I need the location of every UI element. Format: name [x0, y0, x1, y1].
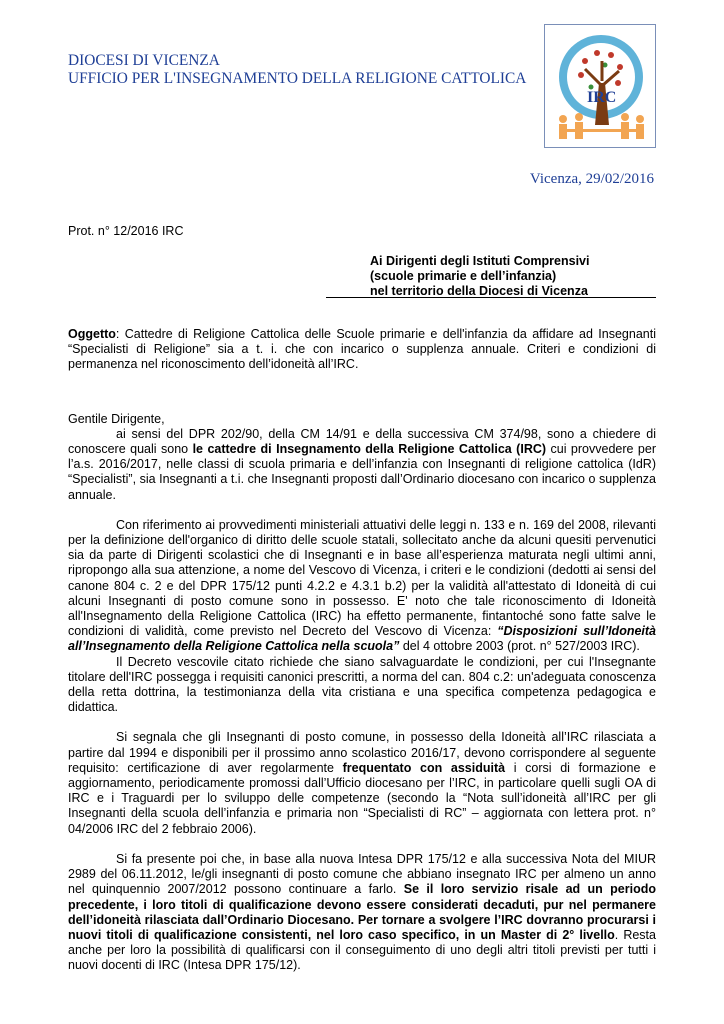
paragraph-4-text-end: i corsi di formazione e aggiornamento, periodicamente promossi dall’Ufficio diocesano per l’IRC, in particolare quelli sugli OA di IRC e i Traguardi per lo sviluppo delle competenze (secondo la “Nota sull’idoneità all’IRC per gli Insegnanti della scuola dell’infanzia e primaria non “Specialisti di RC” – aggiornata con lettera prot. n° 04/2006 IRC del 2 febbraio 2006). — [68, 760, 656, 836]
recipients-underline — [326, 297, 656, 298]
paragraph-2-text: Con riferimento ai provvedimenti ministeriali attuativi delle leggi n. 133 e n. 169 del 2008, rilevanti per la definizione dell'organico di diritto delle scuole statali, sollecitato anche da alcuni quesiti pervenutici sia da parte di Dirigenti scolastici che di Insegnanti e in base all’esperienza maturata negli ultimi anni, ripropongo alla sua attenzione, a nome del Vescovo di Vicenza, i criteri e le condizioni (dedotti ai sensi del canone 804 c. 2 e del DPR 175/12 punti 4.2.2 e 4.3.1 b.2) per la validità all'attestato di Idoneità di cui alcuni Insegnanti di posto comune sono in possesso. E' noto che tale riconoscimento di Idoneità all'Insegnamento della Religione Cattolica (IRC) ha effetto permanente, fintantoché sono fatte salve le condizioni di validità, come previsto nel Decreto del Vescovo di Vicenza: — [68, 517, 656, 639]
tree-logo-icon — [545, 25, 655, 147]
letter-date: Vicenza, 29/02/2016 — [529, 171, 654, 187]
paragraph-2-text-end: del 4 ottobre 2003 (prot. n° 527/2003 IRC). — [399, 639, 640, 654]
subject-label: Oggetto — [68, 327, 116, 341]
paragraph-2 — [68, 518, 656, 655]
recipient-line: (scuole primarie e dell’infanzia) — [370, 269, 557, 283]
recipients-block — [370, 254, 589, 299]
salutation: Gentile Dirigente, — [68, 411, 165, 426]
paragraph-4 — [68, 730, 656, 836]
diocese-name: DIOCESI DI VICENZA — [68, 52, 220, 69]
paragraph-3: Il Decreto vescovile citato richiede che siano salvaguardate le condizioni, per cui l'Insegnante titolare dell'IRC possegga i requisiti canonici prescritti, a norma del can. 804 c.2: un'adeguata conoscenza della retta dottrina, la testimonianza della vita cristiana e una specifica competenza pedagogica e didattica. — [68, 654, 656, 715]
office-name: UFFICIO PER L'INSEGNAMENTO DELLA RELIGIONE CATTOLICA — [68, 70, 527, 87]
recipient-line: Ai Dirigenti degli Istituti Comprensivi — [370, 254, 590, 268]
subject-text: : Cattedre di Religione Cattolica delle Scuole primarie e dell'infanzia da affidare ad Insegnanti “Specialisti di Religione” sia a t. i. che con incarico o supplenza annuale. Criteri e condizioni di permanenza nel riconoscimento dell’idoneità all’IRC. — [68, 327, 656, 372]
paragraph-4-bold: frequentato con assiduità — [342, 760, 506, 775]
logo-label: IRC — [587, 89, 617, 106]
protocol-number: Prot. n° 12/2016 IRC — [68, 224, 184, 238]
paragraph-1-bold: le cattedre di Insegnamento della Religione Cattolica (IRC) — [192, 442, 547, 457]
paragraph-4-text: Si segnala che gli Insegnanti di posto comune, in possesso della Idoneità all’IRC rilasciata a partire dal 1994 e disponibili per il prossimo anno scolastico 2016/17, devono corrispondere al seguente requisito: certificazione di aver regolarmente — [68, 730, 656, 775]
subject-paragraph — [68, 327, 656, 373]
paragraph-1-text: ai sensi del DPR 202/90, della CM 14/91 e della successiva CM 374/98, sono a chiedere di conoscere quali sono — [68, 426, 656, 457]
paragraph-1 — [68, 427, 656, 503]
paragraph-5 — [68, 852, 656, 974]
paragraph-1-text-end: cui provvedere per l’a.s. 2016/2017, nelle classi di scuola primaria e dell’infanzia con Insegnanti di religione cattolica (IdR) “Specialisti”, sia Insegnanti a t.i. che Insegnanti proposti dall’Ordinario diocesano con incarico o supplenza annuale. — [68, 442, 656, 502]
paragraph-5-bold: Se il loro servizio risale ad un periodo precedente, i loro titoli di qualificazione devono essere considerati decaduti, pur nel permanere dell’idoneità rilasciata dall’Ordinario Diocesano. Per tornare a svolgere l’IRC dovranno procurarsi i nuovi titoli di qualificazione consistenti, nel loro caso specifico, in un Master di 2° livello — [68, 882, 657, 942]
recipient-line: nel territorio della Diocesi di Vicenza — [370, 284, 588, 298]
letterhead — [68, 52, 526, 88]
paragraph-5-text: Si fa presente poi che, in base alla nuova Intesa DPR 175/12 e alla successiva Nota del MIUR 2989 del 06.11.2012, le/gli insegnanti di posto comune che abbiano insegnato IRC per almeno un anno nel quinquennio 2007/2012 possono continuare a farlo. — [68, 851, 656, 897]
decree-title: “Disposizioni sull’Idoneità all’Insegnamento della Religione Cattolica nella scuola” — [68, 624, 656, 654]
irc-logo — [544, 24, 656, 148]
paragraph-5-text-end: . Resta anche per loro la possibilità di qualificarsi con il conseguimento di uno degli altri titoli previsti per tutti i nuovi docenti di IRC (Intesa DPR 175/12). — [68, 927, 656, 973]
letter-body — [68, 327, 656, 974]
